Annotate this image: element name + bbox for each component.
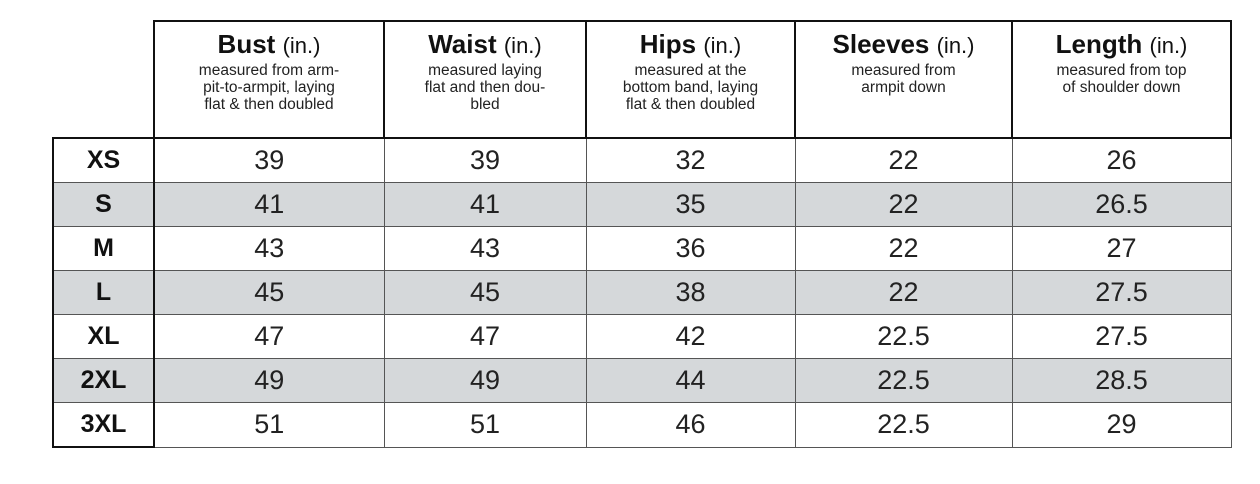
measurement-cell: 44 — [586, 359, 795, 403]
column-name: Bust — [217, 29, 276, 59]
table-row — [53, 227, 1231, 271]
description-line: measured from arm- — [198, 62, 340, 79]
measurement-cell: 27 — [1012, 227, 1231, 271]
size-label-cell: M — [53, 227, 154, 271]
size-label-cell: S — [53, 183, 154, 227]
measurement-cell: 46 — [586, 403, 795, 448]
column-header-bust — [154, 21, 384, 138]
description-line: armpit down — [861, 79, 946, 96]
column-description — [1017, 62, 1226, 96]
column-name: Hips — [639, 29, 697, 59]
measurement-cell: 32 — [586, 138, 795, 183]
measurement-cell: 22.5 — [795, 403, 1012, 448]
column-unit: (in.) — [703, 33, 742, 58]
measurement-cell: 22 — [795, 138, 1012, 183]
description-line: measured from top — [1056, 62, 1187, 79]
column-unit: (in.) — [282, 33, 321, 58]
measurement-cell: 27.5 — [1012, 315, 1231, 359]
size-label-cell: 3XL — [53, 403, 154, 448]
size-chart-container — [52, 20, 1230, 448]
measurement-cell: 26.5 — [1012, 183, 1231, 227]
size-chart-body — [53, 138, 1231, 447]
measurement-cell: 49 — [154, 359, 384, 403]
column-header-length — [1012, 21, 1231, 138]
measurement-cell: 51 — [154, 403, 384, 448]
measurement-cell: 22 — [795, 227, 1012, 271]
table-row — [53, 138, 1231, 183]
measurement-cell: 22 — [795, 183, 1012, 227]
description-line: bottom band, laying — [622, 79, 759, 96]
size-label-cell: XS — [53, 138, 154, 183]
column-header-hips — [586, 21, 795, 138]
column-header-waist — [384, 21, 586, 138]
table-row — [53, 271, 1231, 315]
size-chart-table — [52, 20, 1232, 448]
measurement-cell: 45 — [384, 271, 586, 315]
column-name: Waist — [428, 29, 497, 59]
measurement-cell: 22.5 — [795, 359, 1012, 403]
description-line: bled — [470, 96, 500, 113]
column-unit: (in.) — [503, 33, 542, 58]
measurement-cell: 28.5 — [1012, 359, 1231, 403]
measurement-cell: 41 — [154, 183, 384, 227]
column-description — [389, 62, 581, 113]
measurement-cell: 29 — [1012, 403, 1231, 448]
measurement-cell: 43 — [384, 227, 586, 271]
measurement-cell: 47 — [154, 315, 384, 359]
size-label-cell: 2XL — [53, 359, 154, 403]
description-line: flat & then doubled — [204, 96, 334, 113]
measurement-cell: 26 — [1012, 138, 1231, 183]
description-line: of shoulder down — [1062, 79, 1181, 96]
table-row — [53, 315, 1231, 359]
measurement-cell: 41 — [384, 183, 586, 227]
measurement-cell: 45 — [154, 271, 384, 315]
column-unit: (in.) — [936, 33, 975, 58]
empty-corner-cell — [53, 21, 154, 138]
description-line: measured from — [851, 62, 956, 79]
measurement-cell: 38 — [586, 271, 795, 315]
description-line: flat and then dou- — [424, 79, 546, 96]
column-unit: (in.) — [1149, 33, 1188, 58]
measurement-cell: 51 — [384, 403, 586, 448]
column-description — [800, 62, 1007, 96]
column-description — [159, 62, 379, 113]
header-row — [53, 21, 1231, 138]
measurement-cell: 39 — [154, 138, 384, 183]
description-line: measured laying — [428, 62, 542, 79]
description-line: flat & then doubled — [625, 96, 756, 113]
measurement-cell: 42 — [586, 315, 795, 359]
measurement-cell: 36 — [586, 227, 795, 271]
table-row — [53, 183, 1231, 227]
description-line: measured at the — [634, 62, 747, 79]
size-label-cell: L — [53, 271, 154, 315]
measurement-cell: 47 — [384, 315, 586, 359]
measurement-cell: 27.5 — [1012, 271, 1231, 315]
column-header-sleeves — [795, 21, 1012, 138]
size-label-cell: XL — [53, 315, 154, 359]
measurement-cell: 49 — [384, 359, 586, 403]
table-row — [53, 403, 1231, 448]
description-line: pit-to-armpit, laying — [203, 79, 335, 96]
measurement-cell: 22.5 — [795, 315, 1012, 359]
measurement-cell: 35 — [586, 183, 795, 227]
measurement-cell: 43 — [154, 227, 384, 271]
column-name: Length — [1055, 29, 1143, 59]
measurement-cell: 22 — [795, 271, 1012, 315]
measurement-cell: 39 — [384, 138, 586, 183]
column-name: Sleeves — [832, 29, 930, 59]
table-row — [53, 359, 1231, 403]
column-description — [591, 62, 790, 113]
